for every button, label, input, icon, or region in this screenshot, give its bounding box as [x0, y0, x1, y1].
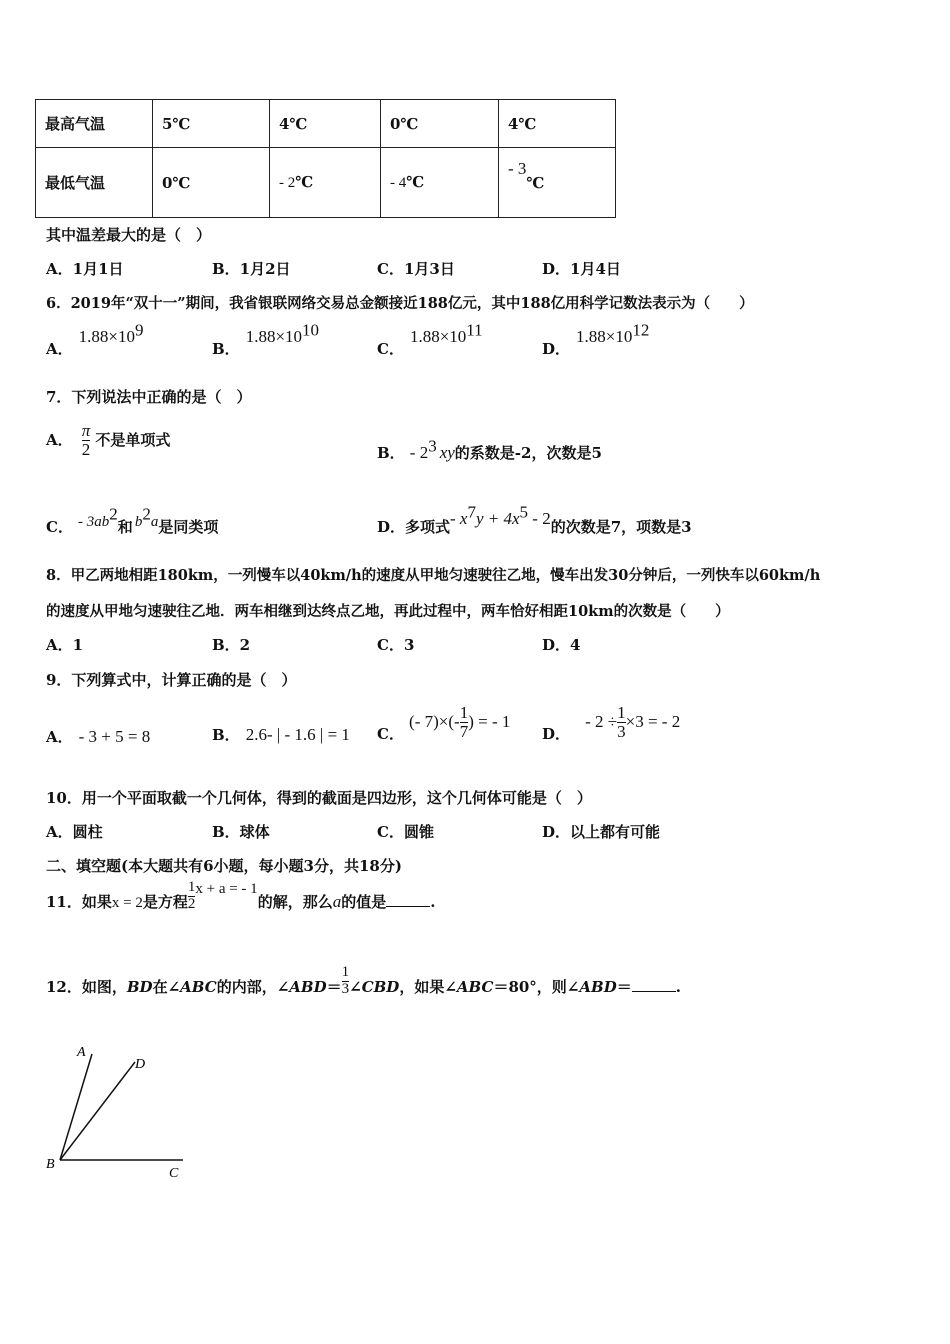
value: - 3 — [508, 158, 527, 178]
option-label: A． — [46, 430, 73, 449]
q10-option-a: A．圆柱 — [46, 823, 103, 841]
q8-option-d: D．4 — [542, 636, 581, 654]
unit: ℃ — [406, 173, 425, 191]
fraction — [460, 704, 469, 741]
q5-option-b: B．1月2日 — [212, 260, 291, 278]
denominator: 2 — [187, 895, 196, 912]
math-var: xy — [439, 443, 455, 462]
q11-text: 的值是 — [341, 892, 387, 911]
denominator: 7 — [459, 721, 469, 741]
math-var: ABD — [289, 977, 327, 996]
numerator: π — [81, 421, 91, 440]
math-expr: 2.6- | - 1.6 | = 1 — [245, 725, 350, 744]
table-cell: 0℃ — [153, 148, 270, 218]
label-c: C — [169, 1166, 179, 1180]
math-expr: 1.88×10 — [409, 327, 467, 346]
q12-text: ∠ — [349, 977, 362, 996]
unit: ℃ — [526, 173, 545, 192]
math-expr: 1.88×10 — [78, 327, 135, 346]
q12-text: ＝80°，则∠ — [493, 977, 580, 996]
math-expr: (- 7)×(- — [409, 711, 460, 731]
q7-option-b — [377, 436, 602, 463]
answer-blank[interactable] — [386, 894, 430, 907]
math-var: ABD — [579, 977, 617, 996]
option-label: C． — [46, 518, 73, 536]
q8-line2: 的速度从甲地匀速驶往乙地．两车相继到达终点乙地，再此过程中，两车恰好相距10km的次数是（ ） — [46, 603, 730, 620]
math-expr: - x — [450, 509, 468, 528]
connector-text: 和 — [117, 518, 133, 536]
q11-text: 是方程 — [142, 892, 188, 911]
exponent: 11 — [466, 320, 483, 340]
temperature-table — [35, 99, 616, 218]
ray-ba — [60, 1054, 92, 1160]
q11-text: 11．如果 — [46, 892, 112, 911]
table-cell: 5℃ — [153, 100, 270, 148]
section-heading: 二、填空题(本大题共有6小题，每小题3分，共18分) — [46, 857, 402, 875]
math-expr: - 3ab — [78, 514, 110, 530]
math-var: ABC — [456, 977, 494, 996]
q6-stem: 6．2019年“双十一”期间，我省银联网络交易总金额接近188亿元，其中188亿用科学记数法表示为（ ） — [46, 295, 754, 312]
exponent: 9 — [134, 320, 144, 340]
q10-stem: 10．用一个平面取截一个几何体，得到的截面是四边形，这个几何体可能是（ ） — [46, 789, 592, 807]
table-cell: 4℃ — [499, 100, 616, 148]
math-expr: - 2 ÷ — [585, 711, 618, 731]
q6-option-c — [377, 320, 483, 358]
fraction — [342, 965, 350, 998]
row-label-low: 最低气温 — [36, 148, 153, 218]
option-label: C． — [377, 340, 404, 358]
q9-option-d — [542, 704, 680, 741]
q8-line1: 8．甲乙两地相距180km，一列慢车以40km/h的速度从甲地匀速驶往乙地，慢车出发30分钟后，一列快车以60km/h — [46, 567, 821, 584]
q5-option-d: D．1月4日 — [542, 260, 621, 278]
q9-option-b — [212, 724, 350, 745]
option-label: B． — [377, 444, 405, 462]
denominator: 2 — [81, 439, 91, 459]
math-expr: - 2 — [528, 509, 551, 528]
q7-stem: 7．下列说法中正确的是（ ） — [46, 388, 252, 406]
math-var: ABC — [180, 977, 217, 996]
value: - 4 — [390, 175, 407, 191]
numerator: 1 — [341, 964, 350, 980]
math-var: a — [150, 514, 159, 530]
q12-text: 12．如图， — [46, 977, 127, 996]
numerator: 1 — [617, 703, 626, 722]
math-expr: x = 2 — [111, 894, 143, 911]
table-cell — [381, 148, 499, 218]
math-var: a — [332, 891, 342, 911]
q6-option-b — [212, 320, 320, 358]
math-var: CBD — [361, 977, 400, 996]
option-label: D． — [542, 724, 571, 743]
label-a: A — [77, 1045, 86, 1060]
angle-figure — [40, 1040, 200, 1180]
exponent: 3 — [428, 436, 437, 456]
option-label: D．多项式 — [377, 518, 451, 536]
option-label: A． — [46, 340, 73, 358]
q5-option-c: C．1月3日 — [377, 260, 455, 278]
q9-option-c — [377, 704, 510, 741]
option-label: D． — [542, 340, 571, 358]
q8-option-b: B．2 — [212, 636, 251, 654]
q9-option-a — [46, 726, 150, 747]
denominator: 3 — [341, 980, 350, 997]
exponent: 2 — [109, 504, 118, 524]
numerator: 1 — [459, 703, 469, 722]
q12-text: ＝ — [326, 977, 342, 996]
label-d: D — [135, 1057, 146, 1072]
q7-option-d — [377, 502, 692, 536]
q6-option-a — [46, 320, 144, 358]
value: - 2 — [279, 175, 296, 191]
math-expr: 1.88×10 — [245, 327, 303, 346]
table-cell: 0℃ — [381, 100, 499, 148]
numerator: 1 — [187, 879, 196, 895]
option-text: 是同类项 — [158, 518, 219, 536]
q10-option-c: C．圆锥 — [377, 823, 434, 841]
option-text: 的系数是-2，次数是5 — [454, 444, 602, 462]
q12-text: ，如果∠ — [399, 977, 457, 996]
q12-text: . — [675, 977, 681, 996]
q12-text: ＝ — [616, 977, 632, 996]
fraction — [617, 704, 626, 741]
math-expr: 1.88×10 — [576, 327, 633, 346]
exponent: 5 — [519, 502, 529, 522]
row-label-high: 最高气温 — [36, 100, 153, 148]
exponent: 7 — [467, 502, 476, 522]
math-expr: x + a = - 1 — [195, 880, 258, 897]
q10-option-d: D．以上都有可能 — [542, 823, 661, 841]
q11 — [46, 880, 435, 913]
math-expr: ) = - 1 — [468, 711, 511, 731]
q5-option-a: A．1月1日 — [46, 260, 124, 278]
q11-text: . — [430, 892, 436, 911]
q6-option-d — [542, 320, 650, 358]
option-text: 不是单项式 — [95, 430, 171, 449]
option-label: B． — [212, 340, 240, 358]
q8-option-a: A．1 — [46, 636, 84, 654]
math-expr: - 3 + 5 = 8 — [78, 727, 151, 746]
table-cell — [499, 148, 616, 218]
q12-text: 的内部，∠ — [216, 977, 290, 996]
exponent: 2 — [142, 504, 151, 524]
table-cell: 4℃ — [270, 100, 381, 148]
q7-option-c — [46, 504, 219, 536]
table-row — [36, 100, 616, 148]
exponent: 10 — [302, 320, 320, 340]
q12 — [46, 965, 681, 998]
denominator: 3 — [617, 721, 626, 741]
option-text: 的次数是7，项数是3 — [550, 518, 692, 536]
answer-blank[interactable] — [632, 979, 676, 992]
math-expr: - 2 — [409, 443, 429, 462]
q5-stem: 其中温差最大的是（ ） — [46, 226, 212, 244]
option-label: A． — [46, 728, 73, 746]
q10-option-b: B．球体 — [212, 823, 270, 841]
q7-option-a — [46, 422, 170, 459]
table-row — [36, 148, 616, 218]
option-label: C． — [377, 724, 404, 743]
q11-text: 的解，那么 — [257, 892, 333, 911]
q12-text: 在∠ — [152, 977, 181, 996]
label-b: B — [46, 1157, 55, 1172]
fraction — [82, 422, 91, 459]
q9-stem: 9．下列算式中，计算正确的是（ ） — [46, 671, 297, 689]
ray-bd — [60, 1062, 135, 1160]
exponent: 12 — [632, 320, 650, 340]
math-var: BD — [126, 977, 153, 996]
math-expr: b — [134, 514, 143, 530]
table-cell — [270, 148, 381, 218]
unit: ℃ — [295, 173, 314, 191]
math-expr: ×3 = - 2 — [625, 711, 681, 731]
math-expr: y + 4x — [475, 509, 520, 528]
option-label: B． — [212, 726, 240, 744]
q8-option-c: C．3 — [377, 636, 415, 654]
